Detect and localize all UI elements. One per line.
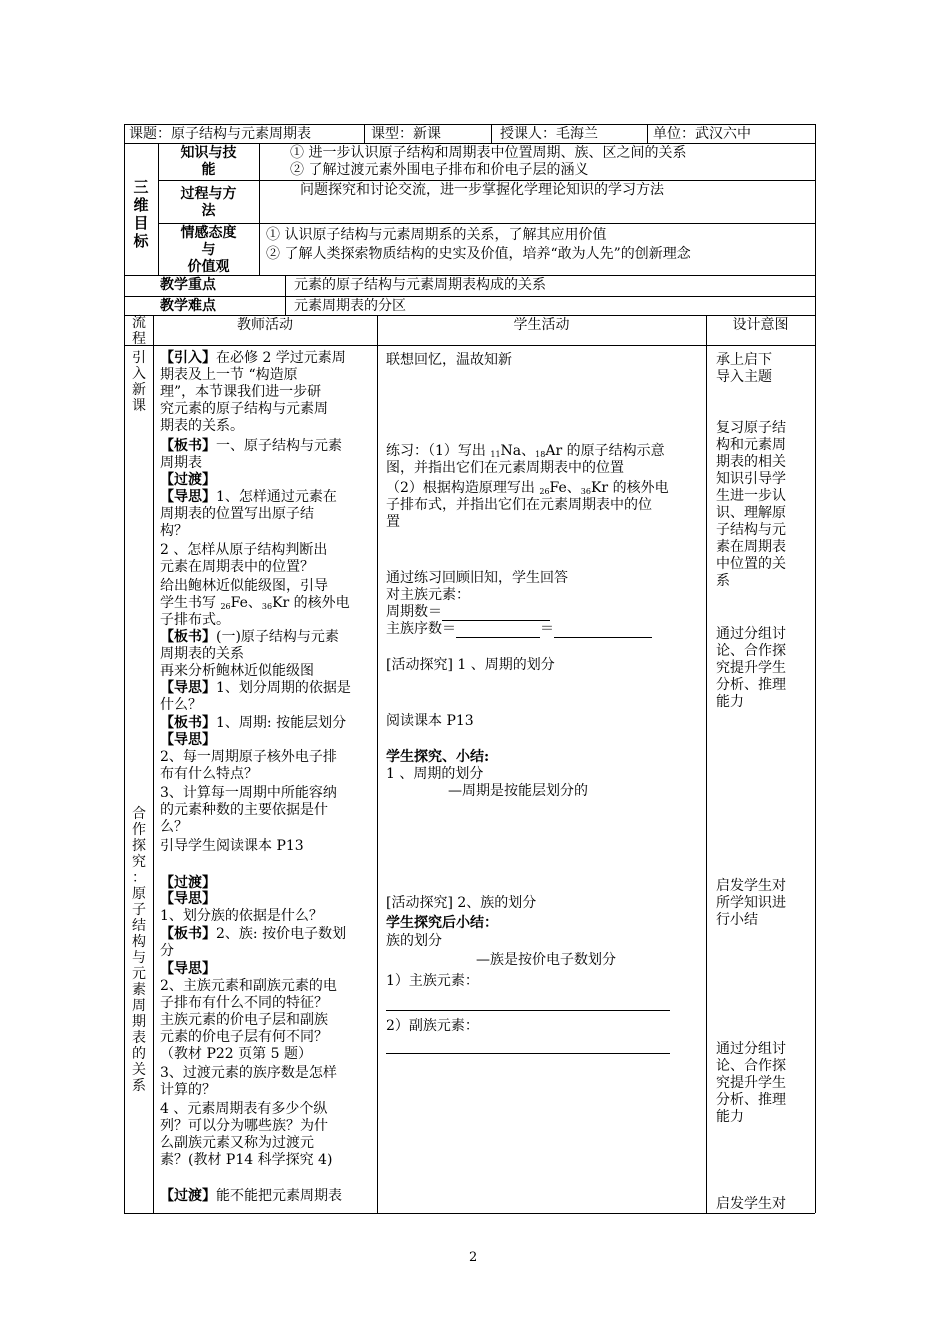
difficulty-label: 教学难点 [160,298,216,314]
board-line: 周期表的关系 [160,646,244,662]
intent-line: 行小结 [716,912,758,928]
summary-tag: 学生探究、小结: [386,749,490,765]
guide-line: 的元素种数的主要依据是什 [160,802,328,818]
guide-line: 列？可以分为哪些族？为什 [160,1118,328,1134]
intent-line: 分析、推理 [716,1092,786,1108]
row-divider [124,315,815,316]
emotion-item2: ② 了解人类探索物质结构的史实及价值，培养“敢为人先”的创新理念 [266,246,691,262]
emotion-label-line3: 价值观 [187,259,230,275]
intent-line: 能力 [716,694,744,710]
intent-line: 构和元素周 [716,437,786,453]
emotion-item1: ① 认识原子结构与元素周期系的关系，了解其应用价值 [266,227,607,243]
guide-line: 什么？ [160,697,202,713]
intent-line: 导入主题 [716,369,772,385]
intent-line: 识、理解原 [716,505,786,521]
student-activity-header: 学生活动 [513,317,570,333]
intent-line: 承上启下 [716,352,772,368]
guide-line: 计算的？ [160,1082,216,1098]
exercise-line: 图，并指出它们在元素周期表中的位置 [386,460,624,476]
guide-line: 周期表的位置写出原子结 [160,506,314,522]
review-line: 主族序数＝ ＝ [386,621,652,638]
transition-line: 【过渡】能不能把元素周期表 [160,1188,342,1204]
row-divider [124,345,815,346]
guide-line: （教材 P22 页第 5 题） [160,1046,312,1062]
intent-line: 究提升学生 [716,660,786,676]
lesson-teacher: 授课人：毛海兰 [500,126,598,142]
board-line: 周期表 [160,455,202,471]
intent-line: 启发学生对 [716,878,786,894]
knowledge-item1: ① 进一步认识原子结构和周期表中位置周期、族、区之间的关系 [290,145,687,161]
guide-line: 3、计算每一周期中所能容纳 [160,785,337,801]
col-divider [259,143,260,275]
period-number-blank [442,606,550,621]
transition-tag: 【过渡】 [160,472,216,488]
guide-line: 【导思】1、怎样通过元素在 [160,489,337,505]
guide-line: 素？(教材 P14 科学探究 4) [160,1152,333,1168]
table-border-left [124,124,125,1213]
guide-tag: 【导思】 [160,961,216,977]
intent-line: 生进一步认 [716,488,786,504]
lesson-unit: 单位：武汉六中 [653,126,751,142]
row-divider [158,180,815,181]
lesson-type: 课型：新课 [371,126,441,142]
intent-line: 能力 [716,1109,744,1125]
guide-line: 主族元素的价电子层和副族 [160,1012,328,1028]
guide-line: 子排布式。 [160,612,230,628]
activity-line: [活动探究] 1 、周期的划分 [386,657,555,673]
intent-line: 论、合作探 [716,1058,786,1074]
guide-line: 【导思】1、划分周期的依据是 [160,680,351,696]
board-line: 【板书】1、周期: 按能层划分 [160,715,347,731]
process-label-line1: 过程与方 [180,186,237,202]
summary-tag: 学生探究后小结： [386,915,498,931]
intro-line: 期表的关系。 [160,418,244,434]
col-divider [491,124,492,143]
intent-line: 所学知识进 [716,895,786,911]
process-label-line2: 法 [201,203,216,219]
intro-line: 【引入】在必修 2 学过元素周 [160,350,346,366]
col-divider [153,315,154,1213]
review-line: 对主族元素： [386,587,470,603]
difficulty-text: 元素周期表的分区 [294,298,406,314]
board-line: 再来分析鲍林近似能级图 [160,663,314,679]
knowledge-label-line1: 知识与技 [180,145,237,161]
student-line: 联想回忆，温故知新 [386,352,512,368]
group-number-blank-2 [554,623,652,638]
lesson-topic: 课题：原子结构与元素周期表 [129,126,311,142]
sub-group-blank [386,1053,670,1054]
knowledge-label-line2: 能 [201,162,216,178]
review-line: 周期数＝ [386,604,550,621]
intent-line: 知识引导学 [716,471,786,487]
summary-line: 1 、周期的划分 [386,766,484,782]
teacher-activity-header: 教师活动 [237,317,293,333]
col-divider [647,124,648,143]
flow-header: 流 程 [132,315,146,347]
intent-line: 究提升学生 [716,1075,786,1091]
key-point-label: 教学重点 [160,277,216,293]
col-divider [285,275,286,315]
guide-line: 给出鲍林近似能级图，引导 [160,578,328,594]
row-divider [124,143,815,144]
intent-line: 素在周期表 [716,539,786,555]
board-line: 【板书】一、原子结构与元素 [160,438,342,454]
guide-line: 引导学生阅读课本 P13 [160,838,304,854]
guide-line: 1、划分族的依据是什么？ [160,908,323,924]
design-intent-header: 设计意图 [732,317,789,333]
objectives-label: 三 维 目 标 [133,178,149,250]
board-line: 【板书】(一)原子结构与元素 [160,629,339,645]
summary-line: —周期是按能层划分的 [448,783,588,799]
guide-line: 布有什么特点？ [160,766,258,782]
intent-line: 中位置的关 [716,556,786,572]
summary-line: —族是按价电子数划分 [476,952,616,968]
guide-line: 元素在周期表中的位置？ [160,559,314,575]
board-line: 【板书】2、族: 按价电子数划 [160,926,347,942]
guide-line: 么副族元素又称为过渡元 [160,1135,314,1151]
guide-line: 构？ [160,523,188,539]
row-divider [158,223,815,224]
col-divider [706,315,707,1213]
guide-line: 学生书写 $_{26}$Fe、$_{36}$Kr 的核外电 [160,595,350,611]
guide-line: 子排布有什么不同的特征？ [160,995,328,1011]
intent-line: 子结构与元 [716,522,786,538]
main-group-blank [386,1010,670,1011]
emotion-label-line1: 情感态度 [180,225,237,241]
sub-group-label: 2）副族元素： [386,1018,479,1034]
page-number: 2 [469,1250,478,1265]
intent-line: 期表的相关 [716,454,786,470]
col-divider [377,315,378,1213]
review-line: 通过练习回顾旧知，学生回答 [386,570,568,586]
flow-stage-explore: 合 作 探 究 ： 原 子 结 构 与 元 素 周 期 表 的 关 系 [132,806,146,1094]
intent-line: 分析、推理 [716,677,786,693]
intent-line: 启发学生对 [716,1196,786,1212]
guide-line: 2、主族元素和副族元素的电 [160,978,337,994]
intent-line: 通过分组讨 [716,1041,786,1057]
guide-tag: 【导思】 [160,732,216,748]
guide-line: 4 、元素周期表有多少个纵 [160,1101,328,1117]
group-number-blank-1 [456,623,540,638]
intro-line: 理”，本节课我们进一步研 [160,384,322,400]
key-point-text: 元素的原子结构与元素周期表构成的关系 [294,277,546,293]
read-line: 阅读课本 P13 [386,713,474,729]
intent-line: 论、合作探 [716,643,786,659]
flow-stage-intro: 引 入 新 课 [132,350,146,414]
exercise-line: 置 [386,514,400,530]
intro-line: 期表及上一节 “构造原 [160,367,298,383]
transition-tag: 【过渡】 [160,875,216,891]
intent-line: 系 [716,573,730,589]
guide-tag: 【导思】 [160,891,216,907]
table-border-right [815,124,816,1213]
row-divider [124,296,815,297]
exercise-line: （2）根据构造原理写出 $_{26}$Fe、$_{36}$Kr 的核外电 [386,480,669,496]
guide-line: 2 、怎样从原子结构判断出 [160,542,328,558]
exercise-line: 练习：（1）写出 $_{11}$Na、$_{18}$Ar 的原子结构示意 [386,443,665,459]
main-group-label: 1）主族元素： [386,973,479,989]
table-border-bottom [124,1213,815,1214]
exercise-line: 子排布式，并指出它们在元素周期表中的位 [386,497,652,513]
process-text: 问题探究和讨论交流，进一步掌握化学理论知识的学习方法 [300,182,664,198]
board-line: 分 [160,943,174,959]
knowledge-item2: ② 了解过渡元素外围电子排布和价电子层的涵义 [290,162,589,178]
intent-line: 通过分组讨 [716,626,786,642]
guide-line: 么？ [160,819,188,835]
activity-line: [活动探究] 2、族的划分 [386,895,537,911]
guide-line: 2、每一周期原子核外电子排 [160,749,337,765]
emotion-label-line2: 与 [201,242,216,258]
col-divider [364,124,365,143]
table-border-top [124,124,815,125]
summary-line: 族的划分 [386,933,442,949]
guide-line: 3、过渡元素的族序数是怎样 [160,1065,337,1081]
guide-line: 元素的价电子层有何不同？ [160,1029,328,1045]
intro-line: 究元素的原子结构与元素周 [160,401,328,417]
intent-line: 复习原子结 [716,420,786,436]
